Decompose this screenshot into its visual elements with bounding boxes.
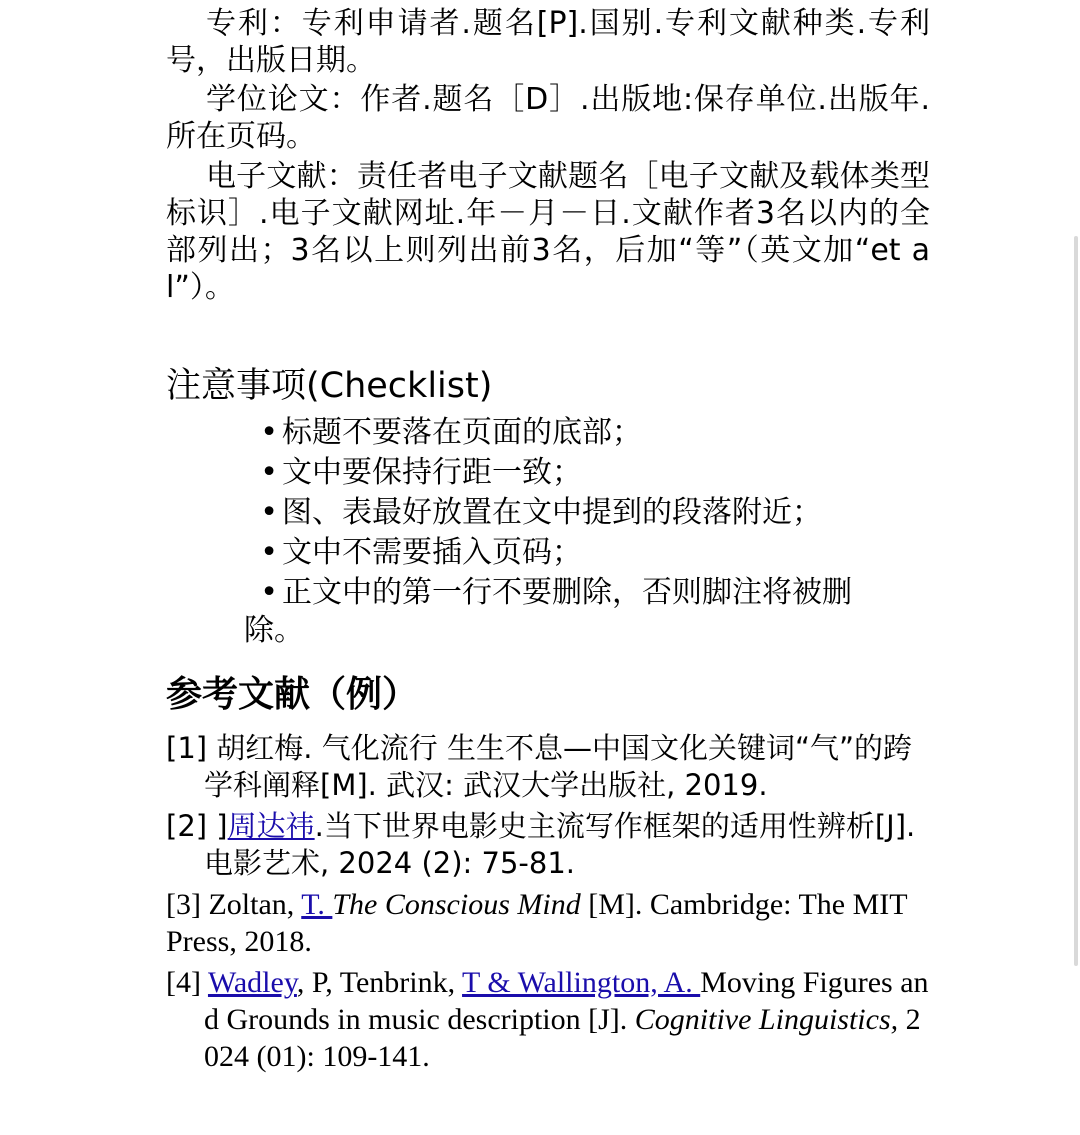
reference-text: , P, Tenbrink, — [296, 966, 463, 999]
checklist-item-text: 文中要保持行距一致； — [282, 455, 582, 490]
reference-item-1: [1] 胡红梅. 气化流行 生生不息—中国文化关键词“气”的跨学科阐释[M]. 武汉: 武汉大学出版社, 2019. — [166, 731, 913, 802]
references-list — [166, 730, 930, 1079]
checklist-item-text: 文中不需要插入页码； — [282, 535, 582, 570]
bullet-icon: • — [260, 575, 278, 610]
checklist-item-text: 正文中的第一行不要删除，否则脚注将被删 — [282, 575, 852, 610]
checklist — [246, 414, 930, 614]
reference-text: .当下世界电影史主流写作框架的适用性辨析[J]. 电影艺术, 2024 (2): 75-81. — [204, 809, 916, 880]
bullet-icon: • — [260, 495, 278, 530]
author-link[interactable]: Wadley — [207, 966, 297, 999]
reference-text: 2024 (01): 109-141. — [204, 1003, 921, 1073]
checklist-item — [246, 414, 930, 454]
patent-paragraph: 专利：专利申请者.题名[P].国别.专利文献种类.专利号，出版日期。 — [166, 6, 930, 78]
checklist-item-text: 标题不要落在页面的底部； — [282, 415, 642, 450]
checklist-item-continuation: 除。 — [244, 613, 304, 648]
thesis-paragraph: 学位论文：作者.题名［D］.出版地:保存单位.出版年.所在页码。 — [166, 82, 930, 154]
checklist-item-text: 图、表最好放置在文中提到的段落附近； — [282, 495, 822, 530]
author-link[interactable]: T & Wallington, A. — [462, 966, 701, 999]
reference-prefix: [3] Zoltan, — [166, 888, 302, 921]
journal-title: Cognitive Linguistics, — [634, 1003, 899, 1036]
bullet-icon: • — [260, 535, 278, 570]
reference-text: [M]. Cambridge: The MIT Press, 2018. — [166, 888, 908, 958]
document-page — [166, 0, 930, 1135]
checklist-item — [246, 534, 930, 574]
reference-item-4 — [166, 964, 930, 1075]
bullet-icon: • — [260, 415, 278, 450]
references-heading: 参考文献（例） — [166, 674, 419, 715]
reference-text: Moving Figures and Grounds in music description [J]. — [204, 966, 929, 1036]
checklist-item — [246, 494, 930, 534]
reference-item-3 — [166, 886, 930, 960]
bullet-icon: • — [260, 455, 278, 490]
checklist-item — [246, 454, 930, 494]
checklist-item — [246, 574, 930, 614]
reference-prefix: [4] — [166, 966, 208, 999]
electronic-paragraph: 电子文献：责任者电子文献题名［电子文献及载体类型标识］.电子文献网址.年－月－日.文献作者3名以内的全部列出；3名以上则列出前3名，后加“等”（英文加“et al”）。 — [166, 159, 930, 305]
author-link[interactable]: 周达祎 — [227, 809, 315, 843]
reference-item-2 — [166, 808, 930, 882]
scrollbar[interactable] — [1074, 236, 1078, 966]
reference-prefix: [2] ] — [166, 809, 228, 843]
book-title: The Conscious Mind — [332, 888, 581, 921]
author-link[interactable]: T. — [301, 888, 333, 921]
checklist-heading: 注意事项(Checklist) — [166, 366, 493, 406]
